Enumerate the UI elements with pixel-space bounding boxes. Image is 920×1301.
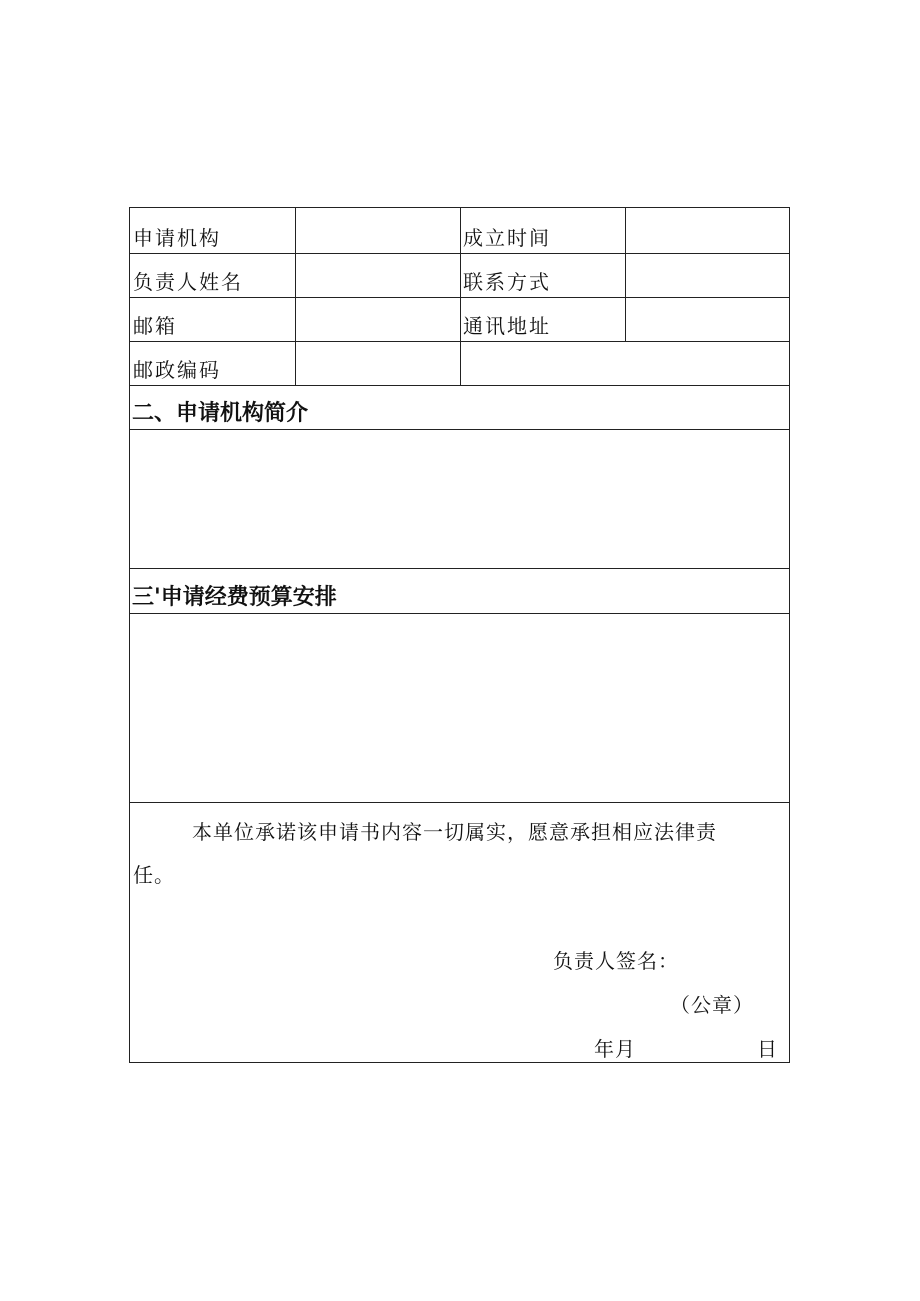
postal-code-field[interactable] <box>296 342 460 385</box>
email-field[interactable] <box>296 298 460 341</box>
applicant-org-label: 申请机构 <box>133 226 221 250</box>
email-label: 邮箱 <box>133 314 177 338</box>
pledge-text-line1: 本单位承诺该申请书内容一切属实，愿意承担相应法律责 <box>192 820 717 844</box>
applicant-org-field[interactable] <box>296 208 460 253</box>
row-divider-6 <box>130 568 789 569</box>
date-day: 日 <box>757 1037 778 1061</box>
founded-time-field[interactable] <box>626 208 789 253</box>
pledge-text-line2: 任。 <box>133 863 175 887</box>
row-divider-4 <box>130 385 789 386</box>
person-in-charge-field[interactable] <box>296 254 460 297</box>
address-label: 通讯地址 <box>463 314 551 338</box>
row-divider-8 <box>130 802 789 803</box>
postal-code-extra-cell[interactable] <box>461 342 789 385</box>
org-intro-field[interactable] <box>130 430 789 568</box>
founded-time-label: 成立时间 <box>463 226 551 250</box>
org-intro-title: 二、申请机构简介 <box>132 401 309 426</box>
application-form <box>129 207 790 1063</box>
budget-title: 三'申请经费预算安排 <box>132 585 337 610</box>
budget-field[interactable] <box>130 614 789 802</box>
contact-label: 联系方式 <box>463 270 551 294</box>
signature-label: 负责人签名： <box>553 949 679 973</box>
contact-field[interactable] <box>626 254 789 297</box>
person-in-charge-label: 负责人姓名 <box>133 270 243 294</box>
seal-label: （公章） <box>670 993 754 1017</box>
date-year-month: 年月 <box>594 1037 636 1061</box>
postal-code-label: 邮政编码 <box>133 358 221 382</box>
address-field[interactable] <box>626 298 789 341</box>
